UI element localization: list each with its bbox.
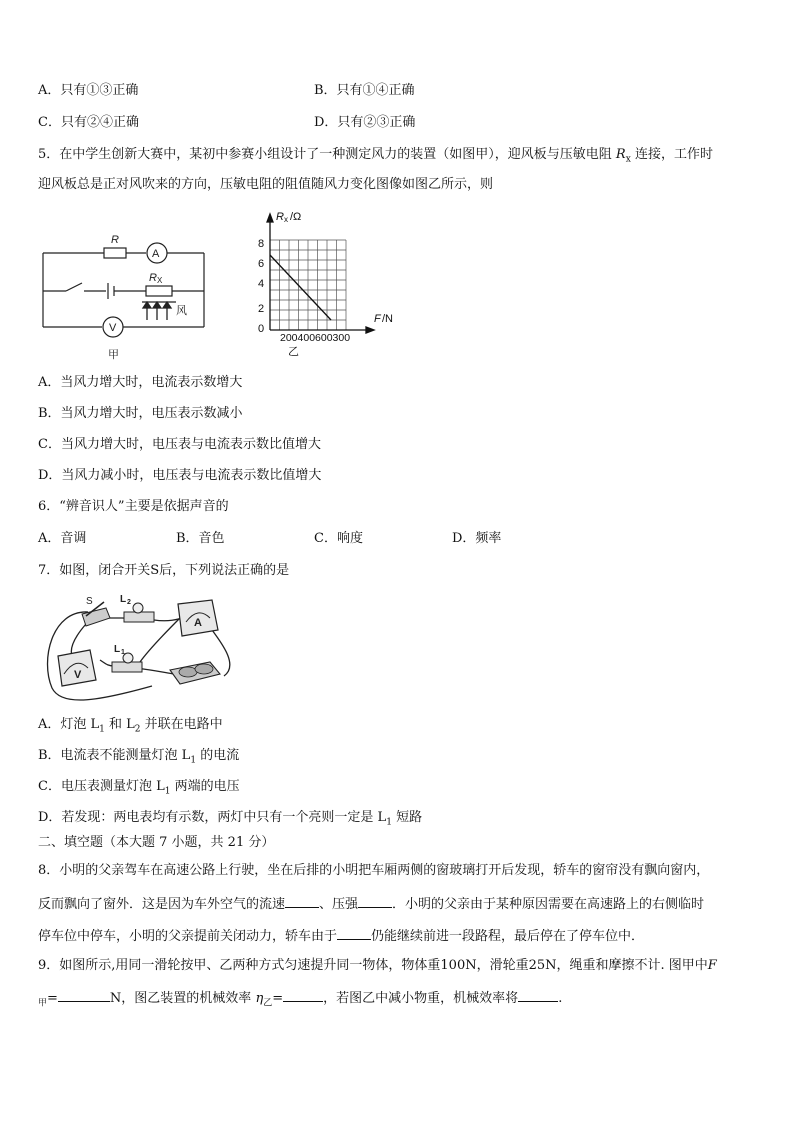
q6-option-d: D．频率 (452, 531, 502, 546)
wind-label: 风 (176, 305, 187, 317)
bulb-l2 (120, 594, 154, 622)
q8-line3: 停车位中停车，小明的父亲提前关闭动力，轿车由于 仍能继续前进一段路程，最后停在了停车位中． (38, 926, 644, 946)
resistor-rx-label: R (149, 272, 157, 284)
q9-blank-trend[interactable] (518, 988, 558, 1002)
q6-stem: 6．“辨音识人”主要是依据声音的 (38, 499, 229, 514)
q6-option-b: B．音色 (176, 531, 225, 546)
q4-option-b: B．只有①④正确 (314, 83, 415, 98)
battery-pack (170, 662, 220, 684)
q5-option-c: C．当风力增大时，电压表与电流表示数比值增大 (38, 437, 321, 452)
q5-stem-line2: 迎风板总是正对风吹来的方向，压敏电阻的阻值随风力变化图像如图乙所示，则 (38, 177, 494, 192)
q5-circuit-figure (38, 228, 216, 368)
bulb-l1-label: L (114, 644, 121, 655)
q7-stem: 7．如图，闭合开关S后，下列说法正确的是 (38, 563, 290, 578)
q9-blank-efficiency[interactable] (283, 988, 323, 1002)
graph-ytick-0: 0 (258, 323, 265, 335)
q7-option-c: C．电压表测量灯泡 $L_1$ 两端的电压 (38, 779, 240, 797)
resistor-r-label: R (111, 234, 119, 246)
switch-s (82, 596, 110, 626)
figure-jia-caption: 甲 (108, 349, 119, 361)
switch-s-label: S (86, 596, 93, 607)
graph-ytick-8: 8 (258, 238, 265, 250)
q4-option-a: A．只有①③正确 (38, 83, 139, 98)
bulb-l2-sub: 2 (127, 599, 131, 606)
bulb-l2-label: L (120, 594, 127, 605)
q8-line2: 反而飘向了窗外．这是因为车外空气的流速 、压强 ．小明的父亲由于某种原因需要在高速路上的右侧临时 (38, 894, 704, 914)
ammeter-device-label: A (194, 617, 202, 629)
q5-option-a: A．当风力增大时，电流表示数增大 (38, 375, 243, 390)
q5-option-d: D．当风力减小时，电压表与电流表示数比值增大 (38, 468, 322, 483)
q8-line1: 8．小明的父亲驾车在高速公路上行驶，坐在后排的小明把车厢两侧的窗玻璃打开后发现，轿车的窗帘没有飘向窗内， (38, 863, 710, 878)
q9-line2: $_甲$= N，图乙装置的机械效率 $\eta_乙=$ ，若图乙中减小物重，机械效率将 . (38, 988, 562, 1013)
voltmeter-device (58, 650, 96, 686)
q7-option-a: A．灯泡 $L_1$ 和 $L_2$ 并联在电路中 (38, 717, 223, 735)
ammeter-device (178, 600, 218, 636)
q8-blank-pressure[interactable] (358, 894, 392, 908)
q7-option-d: D．若发现：两电表均有示数，两灯中只有一个亮则一定是 $L_1$ 短路 (38, 810, 423, 828)
graph-ytick-6: 6 (258, 258, 265, 270)
q4-option-c: C．只有②④正确 (38, 115, 139, 130)
q5-stem-line1: 5．在中学生创新大赛中，某初中参赛小组设计了一种测定风力的装置（如图甲），迎风板与压敏电阻 $R_x$ 连接，工作时 (38, 147, 713, 165)
graph-ylabel-sub: x (284, 215, 288, 224)
graph-xticks: 200400600300 (280, 332, 351, 344)
q5-option-b: B．当风力增大时，电压表示数减小 (38, 406, 243, 421)
q8-blank-inertia[interactable] (337, 926, 371, 940)
bulb-l1 (112, 644, 142, 672)
graph-ytick-4: 4 (258, 278, 265, 290)
q6-option-c: C．响度 (314, 531, 363, 546)
graph-ytick-2: 2 (258, 303, 265, 315)
q9-line1: 9．如图所示,用同一滑轮按甲、乙两种方式匀速提升同一物体，物体重100N，滑轮重25N，绳重和摩擦不计. 图甲中F (38, 958, 717, 973)
q8-blank-speed[interactable] (285, 894, 319, 908)
figure-yi-caption: 乙 (288, 346, 299, 356)
ammeter-label: A (152, 248, 160, 260)
voltmeter-label: V (109, 322, 117, 334)
graph-yunit: /Ω (290, 211, 302, 223)
graph-xlabel: F (374, 313, 381, 325)
section-heading: 二、填空题（本大题 7 小题，共 21 分） (38, 835, 275, 850)
q6-option-a: A．音调 (38, 531, 87, 546)
graph-ylabel: R (276, 211, 284, 223)
voltmeter-device-label: V (74, 669, 82, 681)
q5-graph-figure (252, 206, 402, 356)
bulb-l1-sub: 1 (121, 649, 125, 656)
q7-circuit-figure (42, 590, 242, 712)
q9-blank-force[interactable] (58, 988, 110, 1002)
q4-option-d: D．只有②③正确 (314, 115, 416, 130)
q7-option-b: B．电流表不能测量灯泡 $L_1$ 的电流 (38, 748, 240, 766)
resistor-rx-sub: X (157, 276, 163, 285)
graph-xunit: /N (382, 313, 393, 325)
